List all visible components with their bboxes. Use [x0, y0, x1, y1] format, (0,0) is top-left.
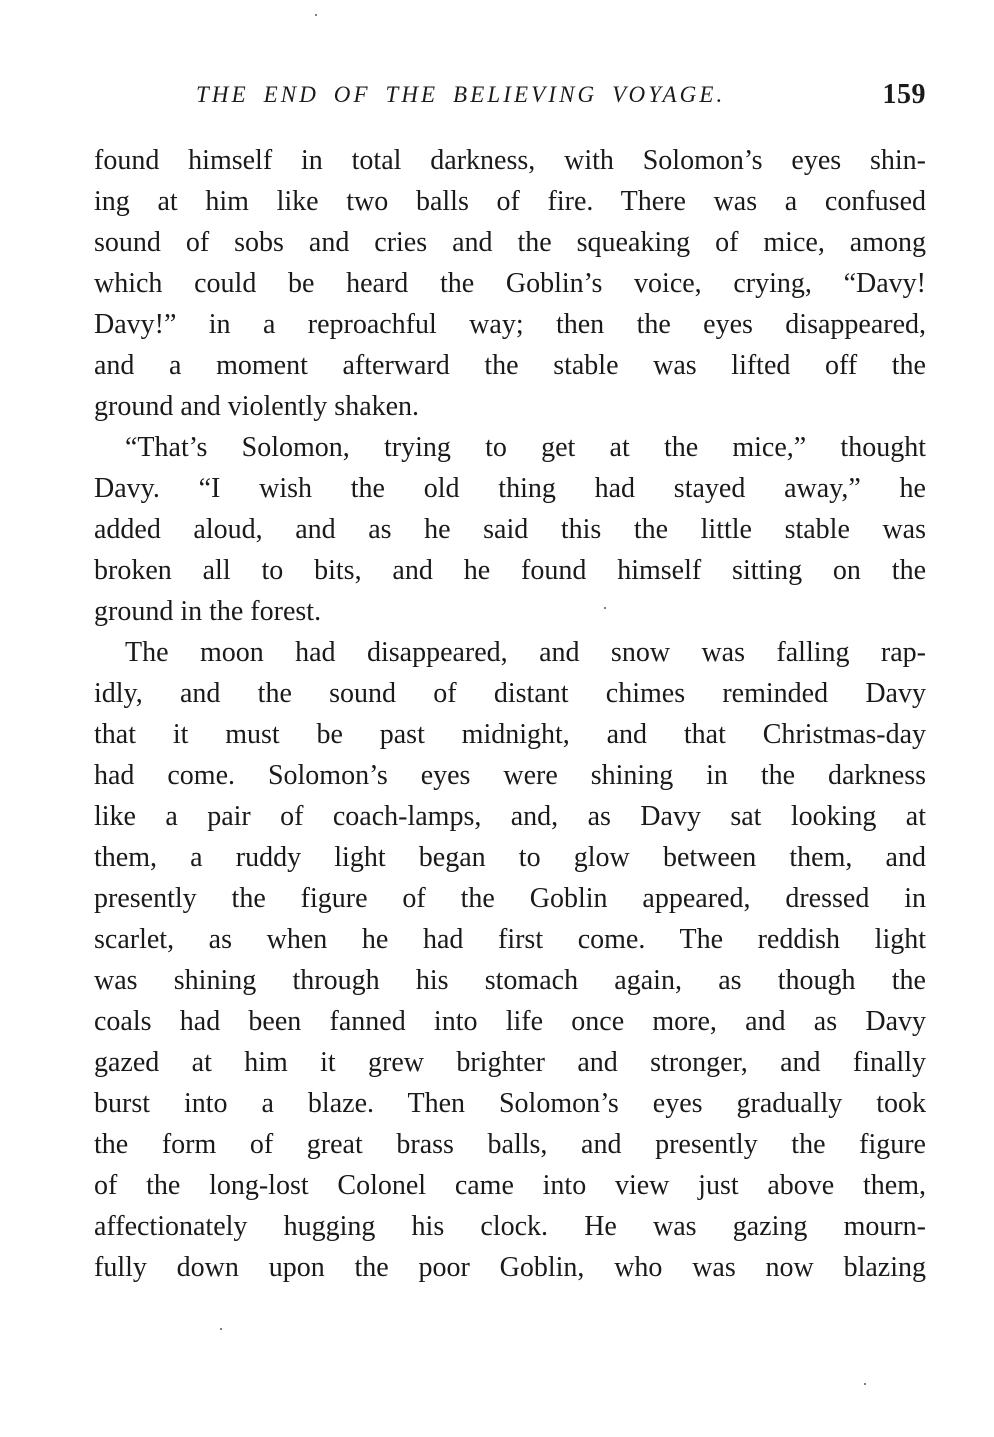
text-line: the form of great brass balls, and presently the figure	[94, 1129, 926, 1160]
text-line: ground in the forest.	[94, 596, 322, 627]
text-line: affectionately hugging his clock. He was gazing mourn-	[94, 1211, 926, 1242]
text-line: that it must be past midnight, and that Christmas-day	[94, 719, 926, 750]
text-line: like a pair of coach-lamps, and, as Davy sat looking at	[94, 801, 926, 832]
text-line: ing at him like two balls of fire. There was a confused	[94, 186, 926, 217]
page-number: 159	[882, 79, 926, 110]
text-line: sound of sobs and cries and the squeaking of mice, among	[94, 227, 926, 258]
text-line: broken all to bits, and he found himself sitting on the	[94, 555, 926, 586]
text-line: The moon had disappeared, and snow was falling rap-	[125, 637, 926, 668]
text-line: “That’s Solomon, trying to get at the mice,” thought	[125, 432, 926, 463]
body-text	[94, 140, 926, 1288]
text-line: fully down upon the poor Goblin, who was now blazing	[94, 1252, 926, 1283]
text-line: burst into a blaze. Then Solomon’s eyes gradually took	[94, 1088, 926, 1119]
text-line: had come. Solomon’s eyes were shining in the darkness	[94, 760, 926, 791]
text-line: coals had been fanned into life once more, and as Davy	[94, 1006, 926, 1037]
text-line: presently the figure of the Goblin appeared, dressed in	[94, 883, 926, 914]
text-line: ground and violently shaken.	[94, 391, 420, 422]
text-line: idly, and the sound of distant chimes reminded Davy	[94, 678, 926, 709]
text-line: added aloud, and as he said this the little stable was	[94, 514, 926, 545]
text-line: scarlet, as when he had first come. The reddish light	[94, 924, 926, 955]
print-speck	[864, 1383, 866, 1385]
text-line: them, a ruddy light began to glow between them, and	[94, 842, 926, 873]
text-line: which could be heard the Goblin’s voice, crying, “Davy!	[94, 268, 926, 299]
print-speck	[220, 1328, 222, 1330]
running-title: THE END OF THE BELIEVING VOYAGE.	[196, 82, 726, 107]
text-line: Davy!” in a reproachful way; then the eyes disappeared,	[94, 309, 926, 340]
text-line: and a moment afterward the stable was lifted off the	[94, 350, 926, 381]
text-line: was shining through his stomach again, as though the	[94, 965, 926, 996]
text-line: of the long-lost Colonel came into view just above them,	[94, 1170, 926, 1201]
print-speck	[315, 14, 317, 16]
text-line: found himself in total darkness, with Solomon’s eyes shin-	[94, 145, 926, 176]
text-line: Davy. “I wish the old thing had stayed away,” he	[94, 473, 926, 504]
print-speck	[604, 607, 606, 609]
text-line: gazed at him it grew brighter and stronger, and finally	[94, 1047, 926, 1078]
running-head	[196, 79, 926, 116]
